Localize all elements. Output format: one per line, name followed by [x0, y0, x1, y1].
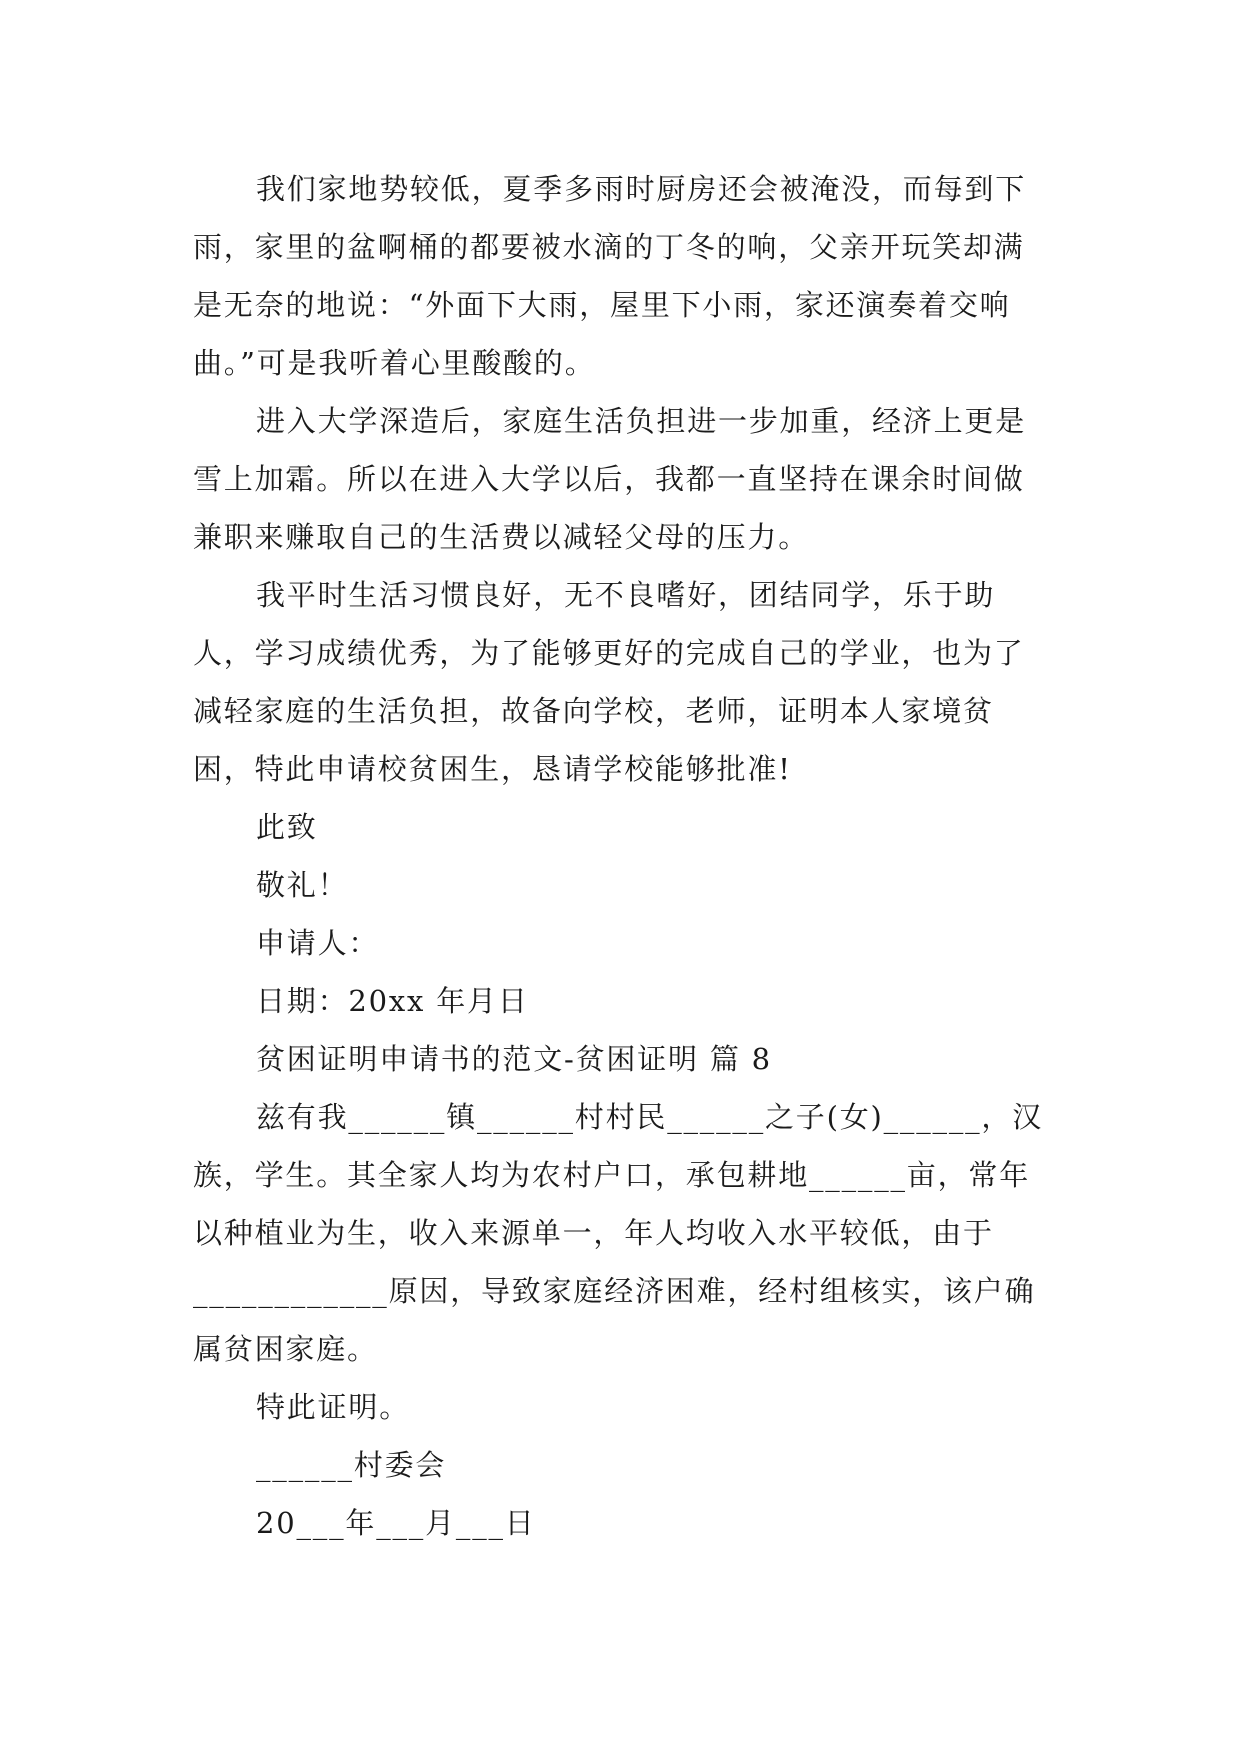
date-line: 日期：20xx 年月日: [256, 984, 529, 1018]
paragraph-request: 我平时生活习惯良好，无不良嗜好，团结同学，乐于助人，学习成绩优秀，为了能够更好的完成自己的学业，也为了减轻家庭的生活负担，故备向学校，老师，证明本人家境贫困，特此申请校贫困生，恳请学校能够批准!: [193, 578, 1025, 786]
section-title: 贫困证明申请书的范文-贫困证明 篇 8: [256, 1042, 772, 1076]
closing-salute: 此致: [256, 810, 318, 844]
certificate-body: 兹有我______镇______村村民______之子(女)______，汉族，学生。其全家人均为农村户口，承包耕地______亩，常年以种植业为生，收入来源单一，年人均收入水平较低，由于____________原因，导致家庭经济困难，经村组核实，该户确属贫困家庭。: [193, 1100, 1044, 1366]
document-body: [193, 160, 1053, 1552]
certificate-statement: 特此证明。: [256, 1390, 411, 1424]
closing-regards: 敬礼！: [256, 868, 349, 902]
certificate-date: 20___年___月___日: [256, 1506, 536, 1540]
paragraph-university: 进入大学深造后，家庭生活负担进一步加重，经济上更是雪上加霜。所以在进入大学以后，我都一直坚持在课余时间做兼职来赚取自己的生活费以减轻父母的压力。: [193, 404, 1027, 554]
village-committee: ______村委会: [256, 1448, 447, 1482]
applicant-line: 申请人：: [256, 926, 380, 960]
paragraph-flood: 我们家地势较低，夏季多雨时厨房还会被淹没，而每到下雨，家里的盆啊桶的都要被水滴的丁冬的响，父亲开玩笑却满是无奈的地说：“外面下大雨，屋里下小雨，家还演奏着交响曲。”可是我听着心里酸酸的。: [193, 172, 1027, 380]
